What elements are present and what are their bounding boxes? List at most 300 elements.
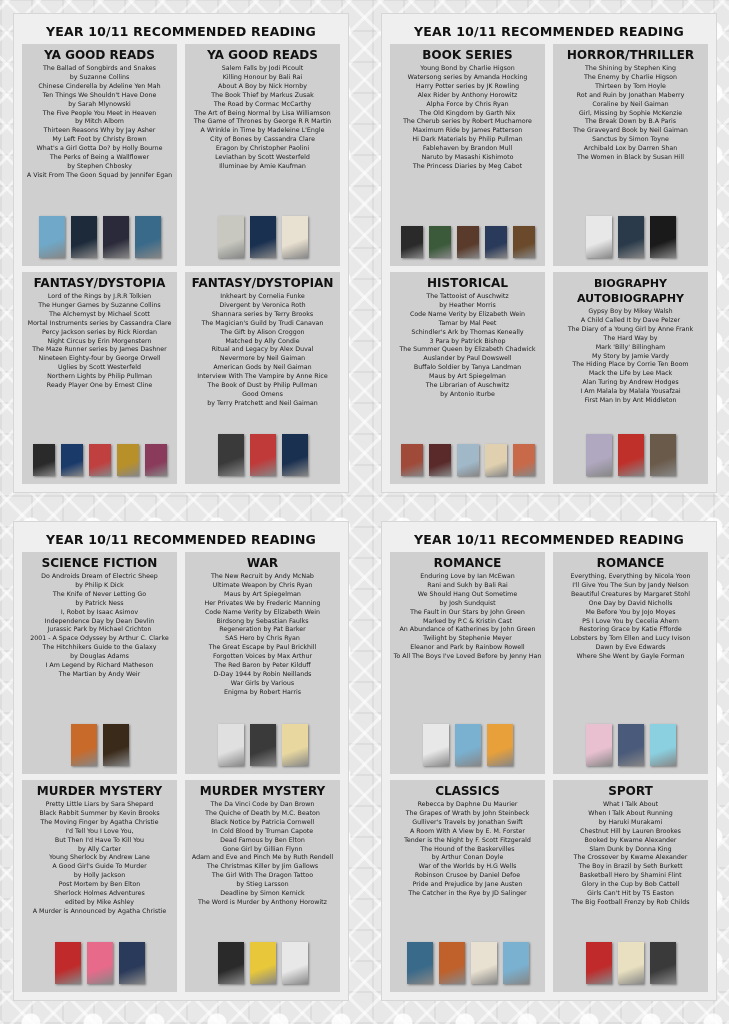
book-cover-image bbox=[401, 444, 423, 476]
book-list-item: Girl, Missing by Sophie McKenzie bbox=[578, 109, 683, 117]
book-cover-image bbox=[471, 942, 497, 984]
book-cover-image bbox=[618, 942, 644, 984]
book-list-item: Beautiful Creatures by Margaret Stohl bbox=[570, 590, 691, 598]
book-list-item: Slam Dunk by Donna King bbox=[589, 845, 672, 853]
book-list-item: by Terry Pratchett and Neil Gaiman bbox=[207, 399, 318, 407]
genre-section bbox=[390, 272, 545, 484]
book-list-item: Glory in the Cup by Bob Cattell bbox=[581, 881, 680, 889]
book-list-item: We Should Hang Out Sometime bbox=[417, 590, 518, 598]
book-covers bbox=[185, 434, 340, 476]
genre-section bbox=[553, 44, 708, 266]
book-list-item: Divergent by Veronica Roth bbox=[219, 301, 306, 309]
book-covers bbox=[185, 724, 340, 766]
book-list-item: Schindler's Ark by Thomas Keneally bbox=[411, 328, 524, 336]
book-cover-image bbox=[618, 724, 644, 766]
book-list-item: Mack the Life by Lee Mack bbox=[588, 370, 673, 378]
book-list-item: In Cold Blood by Truman Capote bbox=[211, 827, 314, 835]
book-list bbox=[556, 573, 705, 662]
book-covers bbox=[22, 942, 177, 984]
book-list-item: Harry Potter series by JK Rowling bbox=[415, 82, 520, 90]
book-list bbox=[393, 573, 542, 662]
book-cover-image bbox=[586, 942, 612, 984]
book-list-item: The Big Football Frenzy by Rob Childs bbox=[571, 898, 690, 906]
book-cover-image bbox=[487, 724, 513, 766]
book-cover-image bbox=[282, 724, 308, 766]
book-list-item: But Then I'd Have To Kill You bbox=[54, 836, 145, 844]
book-list-item: Killing Honour by Bali Rai bbox=[222, 73, 303, 81]
book-list-item: by Mitch Albom bbox=[75, 118, 124, 126]
book-cover-image bbox=[485, 226, 507, 258]
book-cover-image bbox=[218, 216, 244, 258]
book-list-item: Booked by Kwame Alexander bbox=[584, 836, 677, 844]
book-covers bbox=[185, 216, 340, 258]
book-list-item: When I Talk About Running bbox=[588, 809, 673, 817]
book-list-item: Code Name Verity by Elizabeth Wein bbox=[204, 608, 321, 616]
book-list bbox=[556, 801, 705, 908]
book-cover-image bbox=[650, 724, 676, 766]
book-list-item: Rani and Sukh by Bali Rai bbox=[427, 581, 508, 589]
book-cover-image bbox=[457, 226, 479, 258]
book-list-item: PS I Love You by Cecelia Ahern bbox=[582, 617, 679, 625]
book-cover-image bbox=[429, 226, 451, 258]
genre-section bbox=[185, 552, 340, 774]
genre-heading: MURDER MYSTERY bbox=[36, 784, 163, 798]
book-list-item: My Left Foot by Christy Brown bbox=[52, 136, 147, 144]
book-cover-image bbox=[407, 942, 433, 984]
book-list-item: Gulliver's Travels by Jonathan Swift bbox=[412, 818, 523, 826]
book-cover-image bbox=[282, 216, 308, 258]
book-cover-image bbox=[218, 724, 244, 766]
book-list-item: The Moving Finger by Agatha Christie bbox=[40, 818, 159, 826]
book-list-item: Naruto by Masashi Kishimoto bbox=[421, 154, 514, 162]
book-cover-image bbox=[250, 434, 276, 476]
book-cover-image bbox=[457, 444, 479, 476]
book-list-item: The Boy in Brazil by Seth Burkett bbox=[578, 863, 683, 871]
book-list-item: Enduring Love by Ian McEwan bbox=[420, 573, 515, 580]
book-list-item: Matched by Ally Condie bbox=[225, 337, 300, 345]
genre-heading: BOOK SERIES bbox=[422, 48, 513, 62]
book-list-item: The Hiding Place by Corrie Ten Boom bbox=[572, 361, 689, 369]
book-list-item: Thirteen by Tom Hoyle bbox=[595, 82, 666, 90]
book-cover-image bbox=[401, 226, 423, 258]
book-list-item: The Red Baron by Peter Kilduff bbox=[214, 662, 311, 670]
book-cover-image bbox=[429, 444, 451, 476]
book-list-item: by Holly Jackson bbox=[73, 872, 126, 880]
genre-heading: FANTASY/DYSTOPIAN bbox=[191, 276, 334, 290]
genre-section bbox=[390, 552, 545, 774]
book-list-item: Girls Can't Hit by TS Easton bbox=[587, 890, 674, 898]
book-list-item: Mark 'Billy' Billingham bbox=[595, 343, 666, 351]
book-list-item: War of the Worlds by H.G Wells bbox=[418, 863, 517, 871]
book-list-item: Do Androids Dream of Electric Sheep bbox=[41, 573, 158, 580]
book-list-item: Chestnut Hill by Lauren Brookes bbox=[580, 827, 681, 835]
book-list-item: by Josh Sundquist bbox=[439, 599, 496, 607]
book-list-item: The Tattooist of Auschwitz bbox=[426, 293, 509, 300]
book-list-item: Forgotten Voices by Max Arthur bbox=[212, 653, 313, 661]
book-list bbox=[188, 65, 337, 172]
book-list-item: The Maze Runner series by James Dashner bbox=[32, 346, 167, 354]
book-list-item: Deadline by Simon Kernick bbox=[220, 890, 305, 898]
book-list-item: Sherlock Holmes Adventures bbox=[54, 890, 145, 898]
book-cover-image bbox=[250, 216, 276, 258]
book-list-item: 3 Para by Patrick Bishop bbox=[429, 337, 506, 345]
genre-heading: HORROR/THRILLER bbox=[566, 48, 695, 62]
book-list-item: My Story by Jamie Vardy bbox=[592, 352, 669, 360]
book-list bbox=[25, 573, 174, 680]
genre-section bbox=[22, 44, 177, 266]
book-list-item: Marked by P.C & Kristin Cast bbox=[423, 617, 512, 625]
book-list-item: by Douglas Adams bbox=[70, 653, 129, 661]
book-list-item: Night Circus by Erin Morgenstern bbox=[47, 337, 152, 345]
book-cover-image bbox=[513, 226, 535, 258]
book-list-item: Me Before You by JoJo Moyes bbox=[585, 608, 676, 616]
book-cover-image bbox=[55, 942, 81, 984]
book-list-item: Eleanor and Park by Rainbow Rowell bbox=[410, 644, 525, 652]
book-list bbox=[188, 573, 337, 698]
book-list-item: Fablehaven by Brandon Mull bbox=[422, 145, 513, 153]
genre-section bbox=[22, 552, 177, 774]
book-cover-image bbox=[103, 216, 129, 258]
poster-title: YEAR 10/11 RECOMMENDED READING bbox=[45, 532, 317, 547]
book-list-item: Birdsong by Sebastian Faulks bbox=[216, 617, 309, 625]
book-list-item: Shannara series by Terry Brooks bbox=[211, 310, 314, 318]
book-cover-image bbox=[39, 216, 65, 258]
book-list-item: Thirteen Reasons Why by Jay Asher bbox=[43, 127, 156, 135]
book-list-item: Her Privates We by Frederic Manning bbox=[204, 599, 321, 607]
book-list-item: Young Bond by Charlie Higson bbox=[420, 65, 515, 72]
book-list-item: Leviathan by Scott Westerfeld bbox=[215, 154, 310, 162]
poster-title: YEAR 10/11 RECOMMENDED READING bbox=[413, 24, 685, 39]
book-list-item: Uglies by Scott Westerfeld bbox=[57, 364, 142, 372]
book-list-item: Ten Things We Shouldn't Have Done bbox=[42, 91, 157, 99]
book-list-item: The Girl With The Dragon Tattoo bbox=[211, 872, 314, 880]
book-list-item: What's a Girl Gotta Do? by Holly Bourne bbox=[36, 145, 163, 153]
book-covers bbox=[390, 444, 545, 476]
book-covers bbox=[390, 724, 545, 766]
book-list-item: Maus by Art Spiegelman bbox=[224, 590, 301, 598]
book-list-item: A Wrinkle in Time by Madeleine L'Engle bbox=[200, 127, 325, 135]
book-covers bbox=[553, 942, 708, 984]
book-list-item: The Book of Dust by Philip Pullman bbox=[207, 382, 318, 390]
reading-poster bbox=[14, 14, 348, 492]
book-list-item: Pride and Prejudice by Jane Austen bbox=[412, 881, 523, 889]
book-list-item: The Game of Thrones by George R R Martin bbox=[193, 118, 332, 126]
book-list-item: Sanctus by Simon Toyne bbox=[592, 136, 669, 144]
book-list-item: A Room With A View by E. M. Forster bbox=[410, 827, 525, 835]
book-covers bbox=[22, 444, 177, 476]
book-list-item: War Girls by Various bbox=[230, 679, 295, 687]
book-list-item: Post Mortem by Ben Elton bbox=[58, 881, 141, 889]
book-list-item: The Enemy by Charlie Higson bbox=[584, 73, 677, 81]
book-cover-image bbox=[650, 216, 676, 258]
book-list-item: Tamar by Mal Peet bbox=[438, 319, 497, 327]
book-list-item: The Hunger Games by Suzanne Collins bbox=[38, 301, 161, 309]
book-list-item: by Patrick Ness bbox=[75, 599, 124, 607]
book-cover-image bbox=[89, 444, 111, 476]
book-list-item: Jurassic Park by Michael Crichton bbox=[47, 626, 152, 634]
book-list-item: Alan Turing by Andrew Hodges bbox=[582, 379, 679, 387]
book-list-item: The Ballad of Songbirds and Snakes bbox=[43, 65, 156, 72]
book-cover-image bbox=[145, 444, 167, 476]
book-list-item: A Murder is Announced by Agatha Christie bbox=[32, 907, 167, 915]
book-list-item: The Martian by Andy Weir bbox=[58, 670, 141, 678]
book-list-item: Rot and Ruin by Jonathan Maberry bbox=[576, 91, 685, 99]
book-list-item: The Hard Way by bbox=[603, 334, 658, 342]
book-list-item: by Stephen Chbosky bbox=[67, 162, 132, 170]
book-list-item: The Great Escape by Paul Brickhill bbox=[208, 644, 317, 652]
book-list-item: The Diary of a Young Girl by Anne Frank bbox=[567, 325, 694, 333]
book-list-item: The Knife of Never Letting Go bbox=[52, 590, 147, 598]
book-covers bbox=[22, 216, 177, 258]
book-list-item: Lord of the Rings by J.R.R Tolkien bbox=[47, 293, 152, 300]
book-cover-image bbox=[61, 444, 83, 476]
book-list-item: by Arthur Conan Doyle bbox=[431, 854, 504, 862]
book-list-item: I'd Tell You I Love You, bbox=[65, 827, 134, 835]
genre-heading: BIOGRAPHY AUTOBIOGRAPHY bbox=[576, 277, 685, 305]
book-list-item: A Visit From The Goon Squad by Jennifer Egan bbox=[26, 171, 173, 179]
genre-heading: MURDER MYSTERY bbox=[199, 784, 326, 798]
book-covers bbox=[553, 724, 708, 766]
book-list-item: The Hound of the Baskervilles bbox=[420, 845, 515, 853]
genre-heading: SCIENCE FICTION bbox=[41, 556, 158, 570]
genre-section bbox=[390, 44, 545, 266]
book-list-item: The Gift by Alison Croggon bbox=[220, 328, 305, 336]
book-covers bbox=[553, 434, 708, 476]
genre-heading: WAR bbox=[246, 556, 279, 570]
book-list-item: Independence Day by Dean Devlin bbox=[44, 617, 155, 625]
book-cover-image bbox=[103, 724, 129, 766]
book-list-item: Robinson Crusoe by Daniel Defoe bbox=[414, 872, 521, 880]
book-list-item: First Man In by Ant Middleton bbox=[584, 397, 677, 405]
book-list-item: Dead Famous by Ben Elton bbox=[220, 836, 305, 844]
book-list-item: Where She Went by Gayle Forman bbox=[576, 653, 685, 661]
genre-section bbox=[185, 44, 340, 266]
genre-heading: YA GOOD READS bbox=[44, 48, 155, 62]
book-list-item: Auslander by Paul Dowswell bbox=[423, 355, 512, 363]
book-list-item: Tender is the Night by F. Scott Fitzgerald bbox=[404, 836, 531, 844]
book-list-item: Rebecca by Daphne Du Maurier bbox=[417, 801, 518, 808]
book-list-item: Coraline by Neil Gaiman bbox=[592, 100, 669, 108]
book-list-item: One Day by David Nicholls bbox=[588, 599, 673, 607]
book-list bbox=[393, 65, 542, 172]
book-list-item: The New Recruit by Andy McNab bbox=[211, 573, 314, 580]
book-list-item: Ready Player One by Ernest Cline bbox=[46, 382, 153, 390]
book-list-item: by Haruki Murakami bbox=[598, 818, 663, 826]
book-cover-image bbox=[135, 216, 161, 258]
genre-heading: ROMANCE bbox=[433, 556, 502, 570]
book-list-item: Adam and Eve and Pinch Me by Ruth Rendell bbox=[191, 854, 334, 862]
book-list-item: The Word is Murder by Anthony Horowitz bbox=[198, 898, 327, 906]
reading-poster bbox=[14, 522, 348, 1000]
genre-heading: SPORT bbox=[608, 784, 653, 798]
book-list-item: SAS Hero by Chris Ryan bbox=[225, 635, 300, 643]
book-list-item: by Ally Carter bbox=[77, 845, 122, 853]
book-list-item: The Catcher in the Rye by JD Salinger bbox=[408, 890, 527, 898]
book-list-item: City of Bones by Cassandra Clare bbox=[210, 136, 315, 144]
genre-heading: HISTORICAL bbox=[427, 276, 508, 290]
book-list bbox=[556, 308, 705, 406]
book-list bbox=[25, 65, 174, 181]
book-list-item: by Sarah Mlynowski bbox=[68, 100, 131, 108]
book-list-item: Regeneration by Pat Barker bbox=[219, 626, 306, 634]
book-list-item: The Fault in Our Stars by John Green bbox=[410, 608, 525, 616]
book-cover-image bbox=[250, 942, 276, 984]
genre-section bbox=[22, 780, 177, 992]
book-list-item: The Summer Queen by Elizabeth Chadwick bbox=[399, 346, 536, 354]
book-list-item: The Shining by Stephen King bbox=[585, 65, 676, 72]
book-cover-image bbox=[439, 942, 465, 984]
genre-section bbox=[185, 780, 340, 992]
book-list-item: The Cherub series by Robert Muchamore bbox=[403, 118, 532, 126]
book-list-item: Young Sherlock by Andrew Lane bbox=[49, 854, 150, 862]
book-list-item: Pretty Little Liars by Sara Shepard bbox=[45, 801, 154, 808]
book-list-item: Mortal Instruments series by Cassandra Clare bbox=[27, 319, 172, 327]
book-cover-image bbox=[586, 434, 612, 476]
book-list-item: Percy Jackson series by Rick Riordan bbox=[42, 328, 157, 336]
reading-poster bbox=[382, 14, 716, 492]
book-list-item: The Women in Black by Susan Hill bbox=[576, 154, 685, 162]
book-list-item: Gypsy Boy by Mikey Walsh bbox=[588, 308, 673, 315]
book-list-item: American Gods by Neil Gaiman bbox=[213, 364, 312, 372]
book-list-item: The Break Down by B.A Paris bbox=[584, 118, 677, 126]
book-list-item: The Alchemyst by Michael Scott bbox=[49, 310, 150, 318]
genre-section bbox=[553, 780, 708, 992]
book-cover-image bbox=[218, 434, 244, 476]
book-list-item: I, Robot by Isaac Asimov bbox=[60, 608, 139, 616]
book-cover-image bbox=[650, 434, 676, 476]
book-cover-image bbox=[71, 216, 97, 258]
book-list-item: Hi Dark Materials by Philip Pullman bbox=[412, 136, 523, 144]
book-list bbox=[188, 293, 337, 409]
book-list-item: The Old Kingdom by Garth Nix bbox=[419, 109, 516, 117]
book-list-item: Chinese Cinderella by Adeline Yen Mah bbox=[38, 82, 161, 90]
book-list-item: What I Talk About bbox=[602, 801, 659, 808]
book-list-item: The Book Thief by Markus Zusak bbox=[211, 91, 314, 99]
book-list-item: Alpha Force by Chris Ryan bbox=[426, 100, 509, 108]
book-list-item: 2001 - A Space Odyssey by Arthur C. Clarke bbox=[30, 635, 169, 643]
book-list-item: Good Omens bbox=[242, 390, 283, 398]
book-list-item: Salem Falls by Jodi Picoult bbox=[221, 65, 304, 72]
book-list-item: The Hitchhikers Guide to the Galaxy bbox=[42, 644, 157, 652]
book-cover-image bbox=[618, 216, 644, 258]
book-list-item: edited by Mike Ashley bbox=[64, 898, 135, 906]
book-list bbox=[25, 801, 174, 917]
genre-section bbox=[553, 272, 708, 484]
book-covers bbox=[185, 942, 340, 984]
book-list-item: The Librarian of Auschwitz bbox=[425, 382, 510, 390]
book-list-item: The Crossover by Kwame Alexander bbox=[573, 854, 688, 862]
book-list-item: A Good Girl's Guide To Murder bbox=[52, 863, 147, 871]
book-covers bbox=[390, 942, 545, 984]
book-list-item: Gone Girl by Gillian Flynn bbox=[222, 845, 303, 853]
book-list-item: The Grapes of Wrath by John Steinbeck bbox=[405, 809, 530, 817]
book-list-item: Inkheart by Cornelia Funke bbox=[220, 293, 305, 300]
genre-section bbox=[390, 780, 545, 992]
book-list-item: Nevermore by Neil Gaiman bbox=[219, 355, 306, 363]
genre-section bbox=[185, 272, 340, 484]
book-cover-image bbox=[282, 434, 308, 476]
poster-title: YEAR 10/11 RECOMMENDED READING bbox=[413, 532, 685, 547]
book-list-item: Everything, Everything by Nicola Yoon bbox=[570, 573, 691, 580]
book-list-item: The Quiche of Death by M.C. Beaton bbox=[205, 809, 320, 817]
book-list-item: Buffalo Soldier by Tanya Landman bbox=[413, 364, 522, 372]
book-list-item: Code Name Verity by Elizabeth Wein bbox=[409, 310, 526, 318]
book-list-item: by Heather Morris bbox=[439, 301, 496, 309]
book-list bbox=[393, 801, 542, 899]
book-cover-image bbox=[117, 444, 139, 476]
book-cover-image bbox=[455, 724, 481, 766]
book-list-item: Northern Lights by Philip Pullman bbox=[47, 373, 152, 381]
book-list-item: Twilight by Stephenie Meyer bbox=[423, 635, 512, 643]
book-list-item: The Art of Being Normal by Lisa Williamson bbox=[194, 109, 331, 117]
genre-section bbox=[22, 272, 177, 484]
genre-section bbox=[553, 552, 708, 774]
book-list-item: by Antonio Iturbe bbox=[440, 390, 495, 398]
book-list-item: Basketball Hero by Shamini Flint bbox=[579, 872, 682, 880]
book-list-item: Black Rabbit Summer by Kevin Brooks bbox=[39, 809, 160, 817]
book-cover-image bbox=[423, 724, 449, 766]
book-list-item: Nineteen Eighty-four by George Orwell bbox=[38, 355, 161, 363]
reading-poster bbox=[382, 522, 716, 1000]
book-list-item: Black Notice by Patricia Cornwell bbox=[210, 818, 315, 826]
book-cover-image bbox=[119, 942, 145, 984]
book-cover-image bbox=[586, 724, 612, 766]
book-list-item: I Am Legend by Richard Matheson bbox=[45, 662, 154, 670]
book-list-item: To All The Boys I've Loved Before by Jenny Han bbox=[393, 653, 542, 661]
book-cover-image bbox=[503, 942, 529, 984]
book-list-item: by Stieg Larsson bbox=[236, 881, 289, 889]
book-list bbox=[188, 801, 337, 908]
book-cover-image bbox=[250, 724, 276, 766]
poster-title: YEAR 10/11 RECOMMENDED READING bbox=[45, 24, 317, 39]
book-list-item: Maximum Ride by James Patterson bbox=[412, 127, 523, 135]
book-cover-image bbox=[282, 942, 308, 984]
book-list-item: Dawn by Eve Edwards bbox=[595, 644, 666, 652]
book-list-item: Ritual and Legacy by Alex Duval bbox=[211, 346, 314, 354]
book-cover-image bbox=[218, 942, 244, 984]
book-list-item: The Road by Cormac McCarthy bbox=[213, 100, 312, 108]
book-covers bbox=[553, 216, 708, 258]
book-list-item: Enigma by Robert Harris bbox=[223, 688, 301, 696]
book-cover-image bbox=[513, 444, 535, 476]
book-list-item: A Child Called It by Dave Pelzer bbox=[580, 316, 681, 324]
book-list bbox=[556, 65, 705, 163]
book-list-item: Archibald Lox by Darren Shan bbox=[583, 145, 678, 153]
book-list-item: by Philip K Dick bbox=[75, 581, 124, 589]
book-cover-image bbox=[586, 216, 612, 258]
book-list-item: The Five People You Meet in Heaven bbox=[42, 109, 157, 117]
book-list-item: Maus by Art Spiegelman bbox=[429, 373, 506, 381]
book-list-item: The Graveyard Book by Neil Gaiman bbox=[573, 127, 688, 135]
book-cover-image bbox=[71, 724, 97, 766]
book-list-item: Interview With The Vampire by Anne Rice bbox=[197, 373, 328, 381]
book-list-item: The Magician's Guild by Trudi Canavan bbox=[201, 319, 324, 327]
book-covers bbox=[390, 226, 545, 258]
book-list-item: D-Day 1944 by Robin Neillands bbox=[213, 670, 312, 678]
book-cover-image bbox=[618, 434, 644, 476]
book-list-item: Watersong series by Amanda Hocking bbox=[407, 73, 528, 81]
book-list-item: Ultimate Weapon by Chris Ryan bbox=[212, 581, 313, 589]
book-list-item: An Abundance of Katherines by John Green bbox=[399, 626, 536, 634]
genre-heading: CLASSICS bbox=[435, 784, 500, 798]
book-list-item: Restoring Grace by Katie Ffforde bbox=[579, 626, 682, 634]
genre-heading: YA GOOD READS bbox=[207, 48, 318, 62]
book-covers bbox=[22, 724, 177, 766]
genre-heading: ROMANCE bbox=[596, 556, 665, 570]
book-list-item: The Perks of Being a Wallflower bbox=[49, 154, 150, 162]
book-list-item: Lobsters by Tom Ellen and Lucy Ivison bbox=[570, 635, 691, 643]
book-list-item: The Da Vinci Code by Dan Brown bbox=[210, 801, 315, 808]
